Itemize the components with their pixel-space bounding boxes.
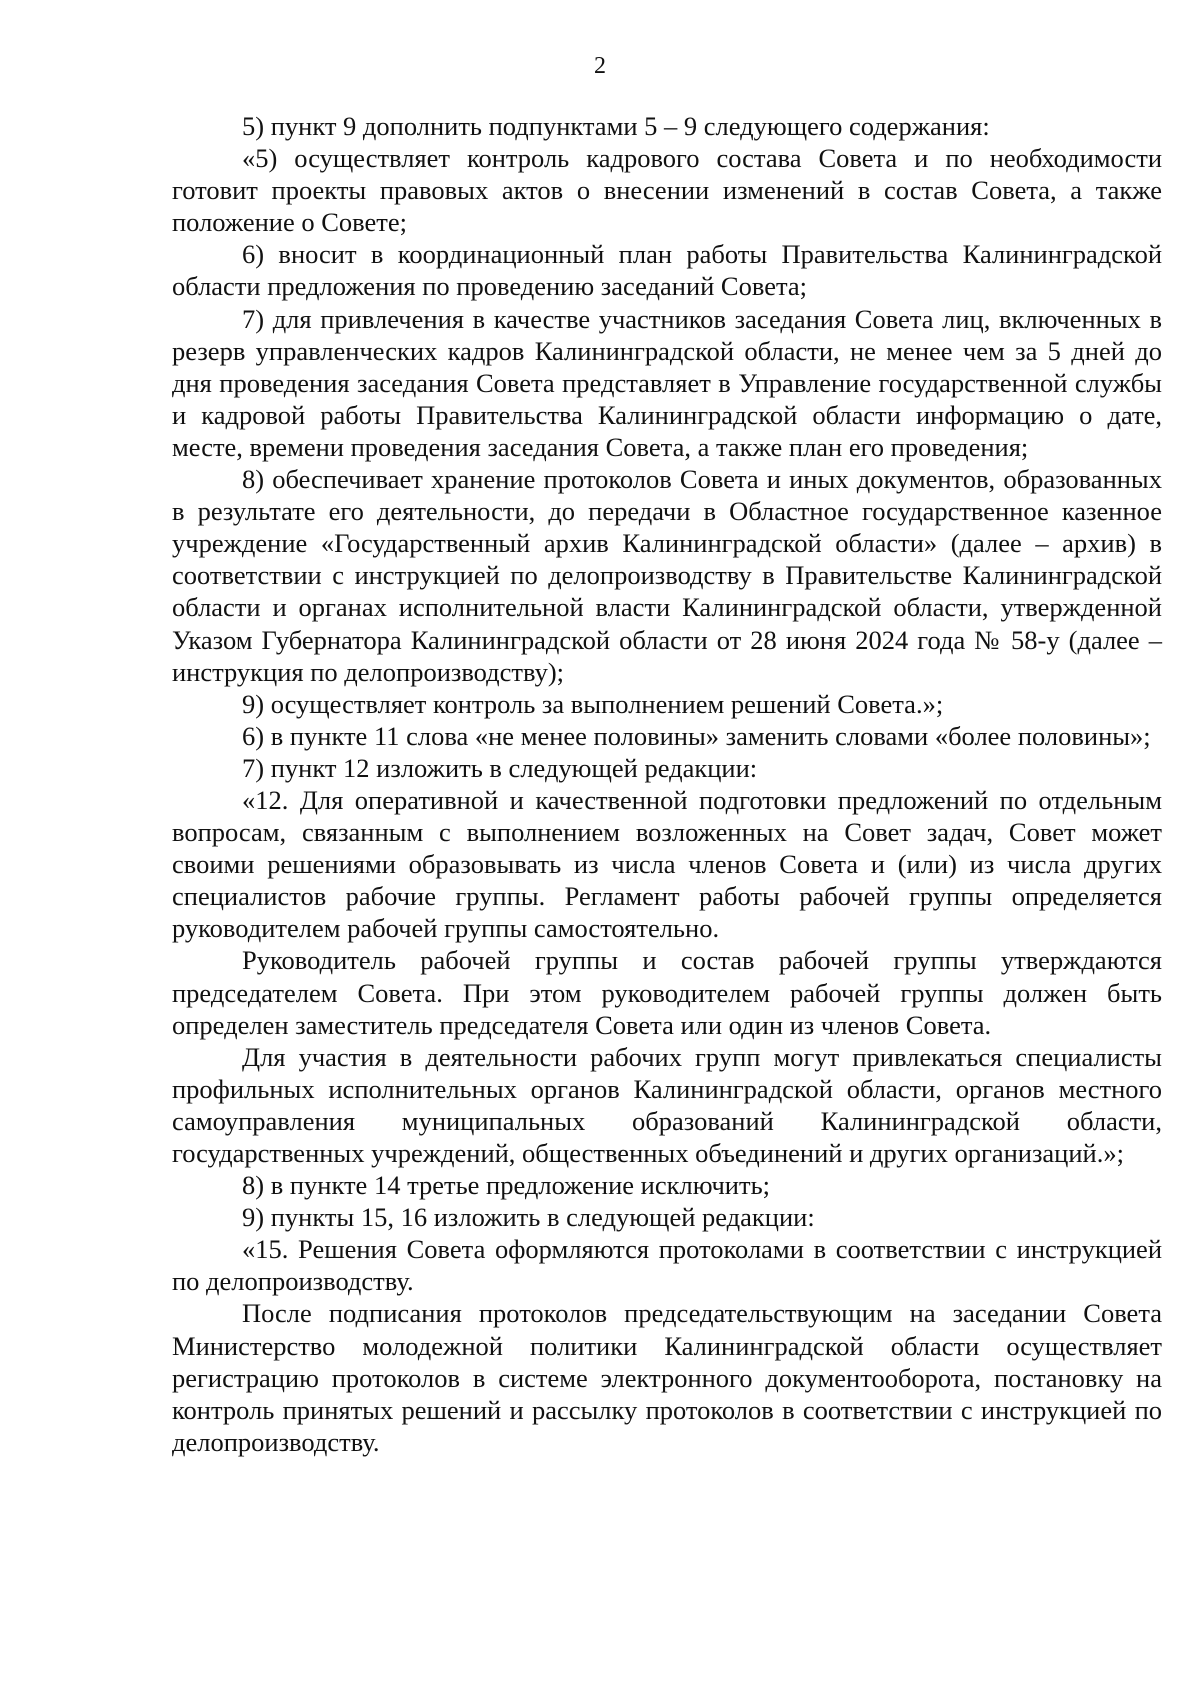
paragraph: «5) осуществляет контроль кадрового состава Совета и по необходимости готовит проекты правовых актов о внесении изменений в состав Совета, а также положение о Совете; xyxy=(172,143,1162,238)
paragraph: «15. Решения Совета оформляются протоколами в соответствии с инструкцией по делопроизводству. xyxy=(172,1234,1162,1297)
paragraph: 7) пункт 12 изложить в следующей редакции: xyxy=(242,752,758,783)
page-number: 2 xyxy=(594,53,606,79)
paragraph: 7) для привлечения в качестве участников заседания Совета лиц, включенных в резерв управленческих кадров Калининградской области, не менее чем за 5 дней до дня проведения заседания Совета представляет в Управление государственной службы и кадровой работы Правительства Калининградской области информацию о дате, месте, времени проведения заседания Совета, а также план его проведения; xyxy=(172,303,1162,462)
paragraph: Руководитель рабочей группы и состав рабочей группы утверждаются председателем Совета. При этом руководителем рабочей группы должен быть определен заместитель председателя Совета или один из членов Совета. xyxy=(172,945,1162,1040)
paragraph: 8) в пункте 14 третье предложение исключить; xyxy=(242,1170,771,1201)
paragraph: Для участия в деятельности рабочих групп могут привлекаться специалисты профильных исполнительных органов Калининградской области, органов местного самоуправления муниципальных образований Калининградской области, государственных учреждений, общественных объединений и других организаций.»; xyxy=(172,1041,1162,1168)
paragraph: 9) осуществляет контроль за выполнением решений Совета.»; xyxy=(242,688,944,719)
paragraph: 8) обеспечивает хранение протоколов Совета и иных документов, образованных в результате его деятельности, до передачи в Областное государственное казенное учреждение «Государственный архив Калининградской области» (далее – архив) в соответствии с инструкцией по делопроизводству в Правительстве Калининградской области и органах исполнительной власти Калининградской области, утвержденной Указом Губернатора Калининградской области от 28 июня 2024 года № 58-у (далее – инструкция по делопроизводству); xyxy=(172,464,1162,687)
document-body xyxy=(172,110,1162,1458)
paragraph: 9) пункты 15, 16 изложить в следующей редакции: xyxy=(242,1202,815,1233)
paragraph: 6) вносит в координационный план работы Правительства Калининградской области предложения по проведению заседаний Совета; xyxy=(172,239,1162,302)
paragraph: 5) пункт 9 дополнить подпунктами 5 – 9 следующего содержания: xyxy=(242,111,990,141)
paragraph: 6) в пункте 11 слова «не менее половины» заменить словами «более половины»; xyxy=(242,720,1151,751)
paragraph: После подписания протоколов председательствующим на заседании Совета Министерство молодежной политики Калининградской области осуществляет регистрацию протоколов в системе электронного документооборота, постановку на контроль принятых решений и рассылку протоколов в соответствии с инструкцией по делопроизводству. xyxy=(172,1298,1162,1457)
paragraph: «12. Для оперативной и качественной подготовки предложений по отдельным вопросам, связанным с выполнением возложенных на Совет задач, Совет может своими решениями образовывать из числа членов Совета и (или) из числа других специалистов рабочие группы. Регламент работы рабочей группы определяется руководителем рабочей группы самостоятельно. xyxy=(172,784,1162,944)
